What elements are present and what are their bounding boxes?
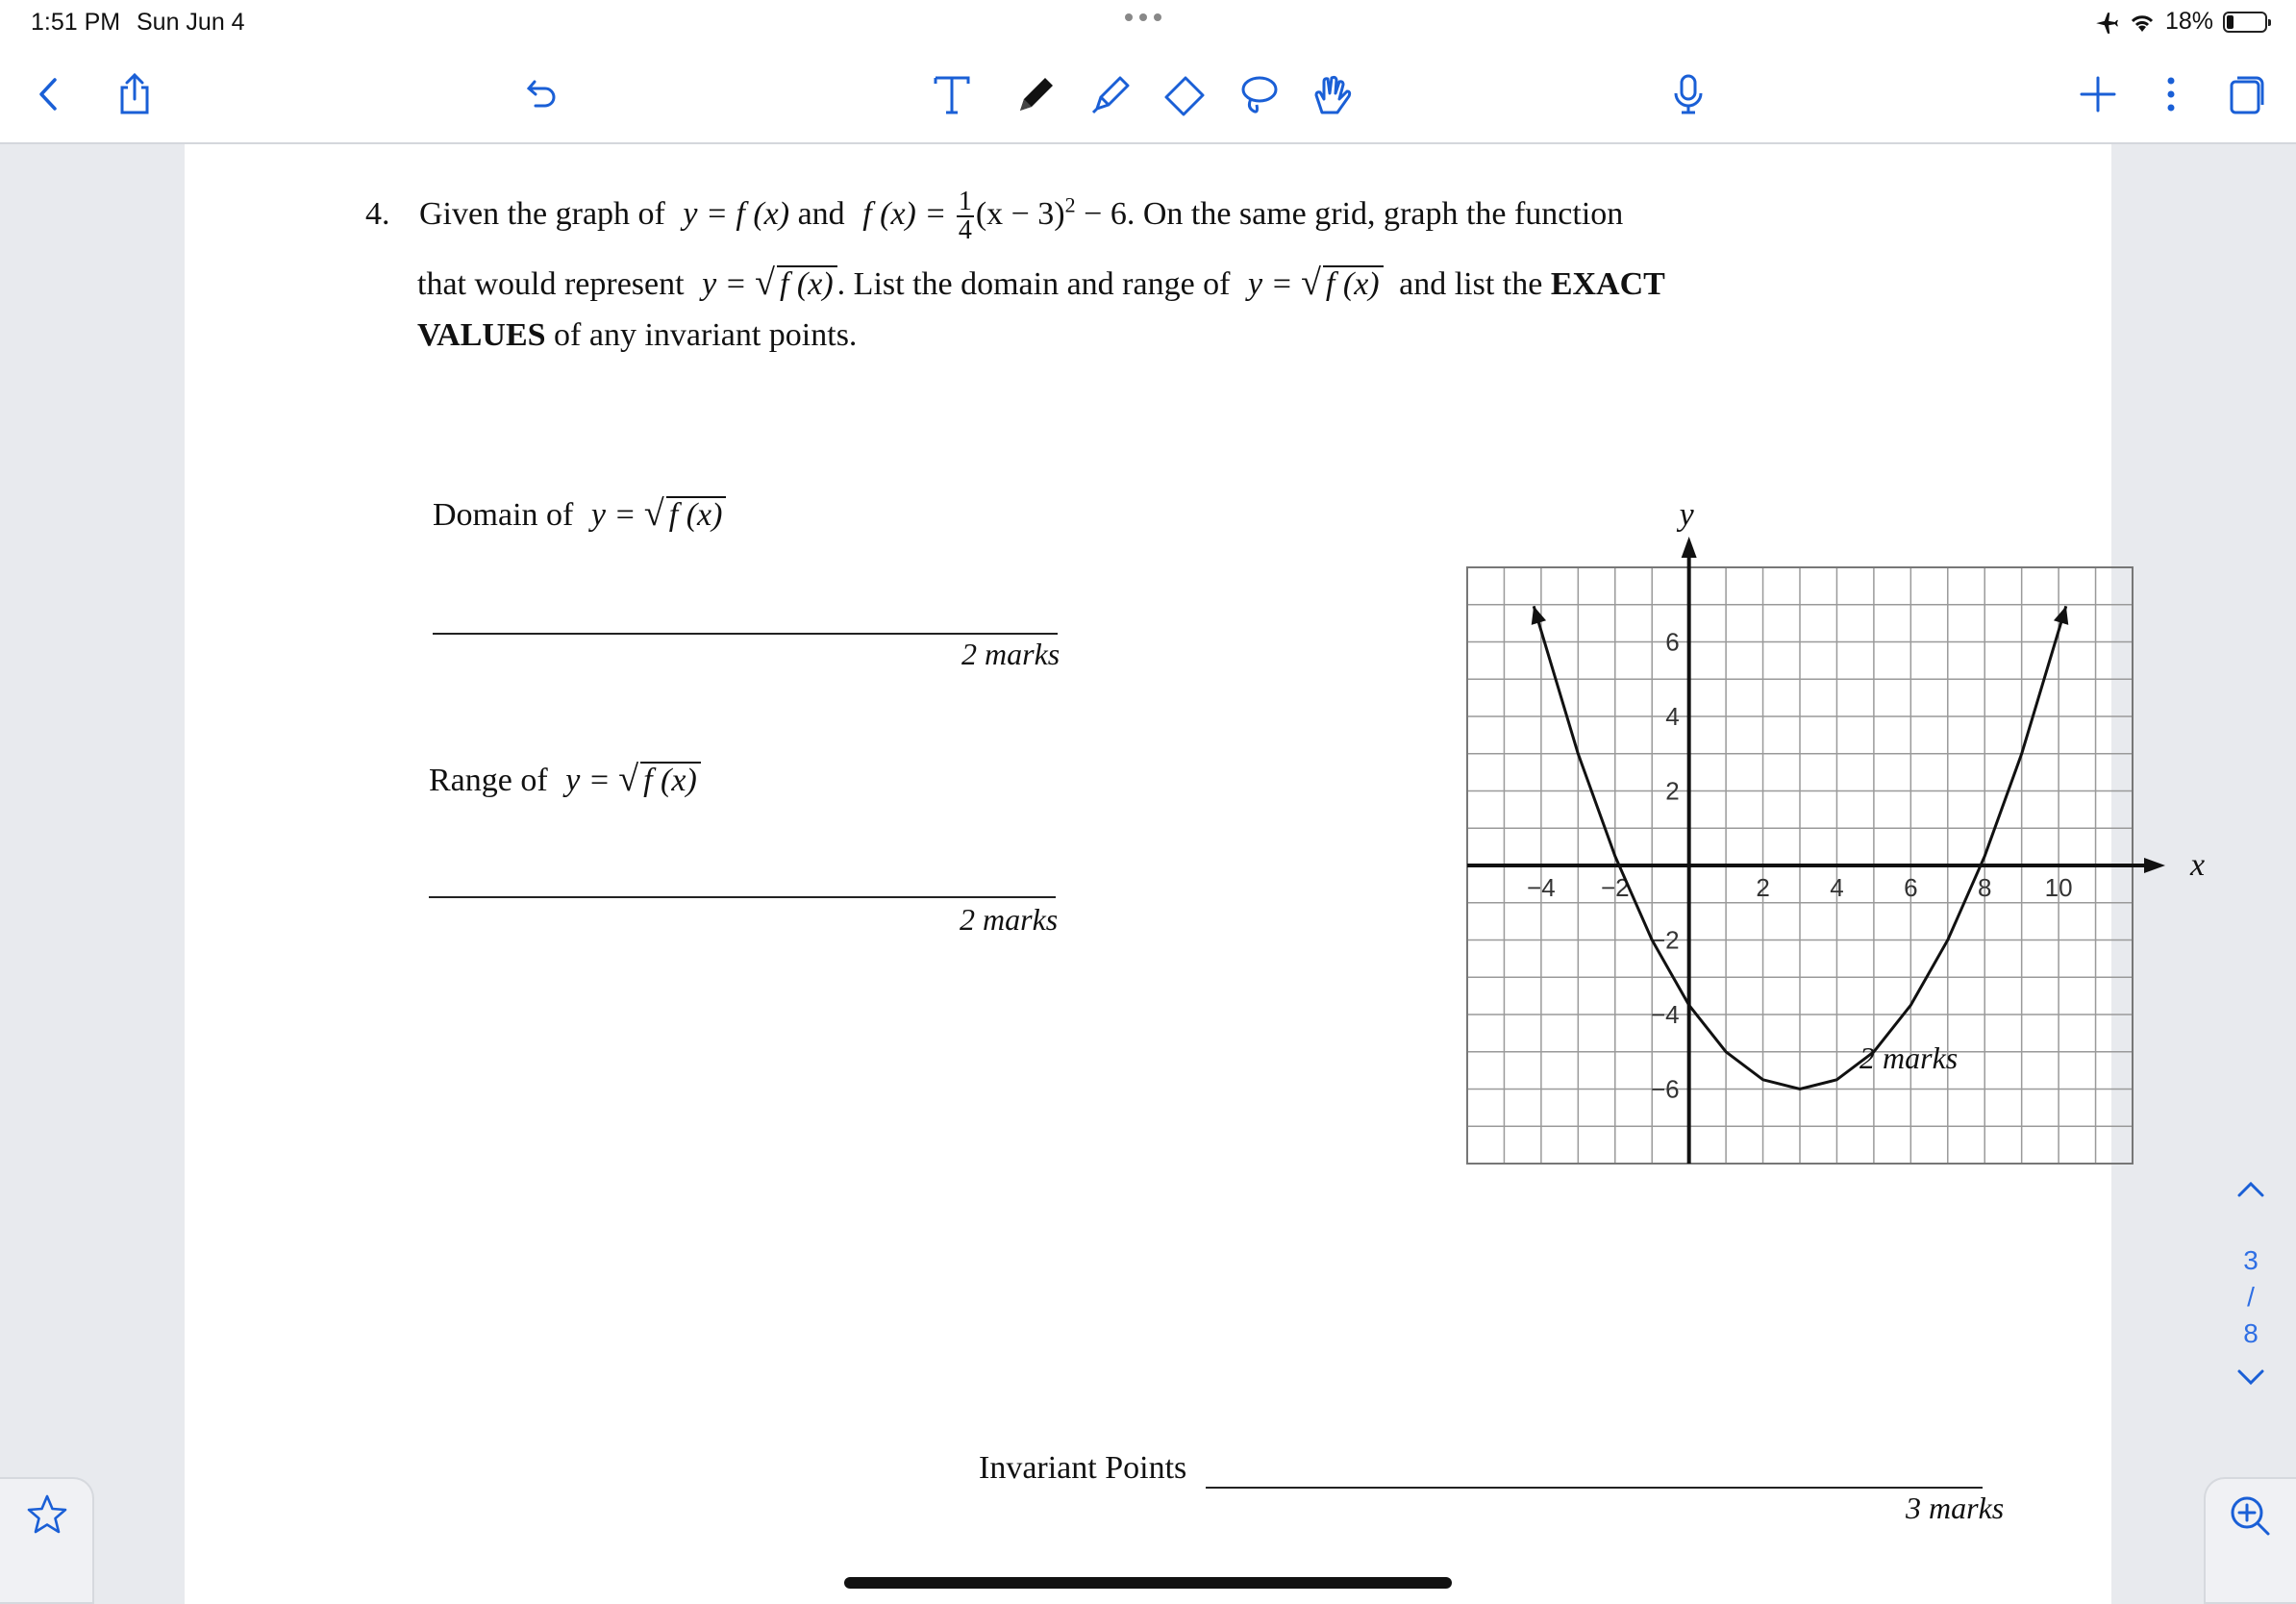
question-line-2: that would represent y = √ f (x) . List the domain and range of y = √ f (x) and list the EXACT — [417, 263, 1665, 303]
range-answer-line[interactable] — [429, 896, 1056, 898]
battery-icon — [2223, 12, 2267, 33]
y-tick-label: −6 — [1651, 1074, 1680, 1104]
y-tick-label: −4 — [1651, 1000, 1680, 1029]
total-pages: 8 — [2243, 1318, 2259, 1348]
left-margin — [0, 144, 183, 1604]
page-separator: / — [2247, 1282, 2255, 1312]
y-axis-arrow — [1682, 537, 1697, 558]
pages-icon[interactable] — [2217, 67, 2271, 121]
curve-arrow-right — [2054, 606, 2068, 625]
y-axis-label: y — [1679, 497, 1694, 533]
x-tick-label: 10 — [2044, 873, 2073, 902]
question-line-3: VALUES of any invariant points. — [417, 317, 858, 353]
chevron-down-icon[interactable] — [2235, 1366, 2266, 1389]
undo-icon[interactable] — [515, 67, 569, 121]
text-tool-icon[interactable] — [925, 67, 979, 121]
airplane-icon — [2094, 10, 2119, 35]
x-tick-label: 2 — [1756, 873, 1770, 902]
range-prompt: Range of y = √ f (x) — [429, 758, 701, 800]
share-icon[interactable] — [108, 67, 162, 121]
document-page[interactable] — [185, 144, 2206, 1604]
function-graph — [1269, 356, 2231, 1183]
x-tick-label: 6 — [1904, 873, 1918, 902]
x-tick-label: −4 — [1527, 873, 1556, 902]
highlighter-icon[interactable] — [1085, 67, 1138, 121]
y-tick-label: 6 — [1665, 627, 1680, 657]
x-tick-label: 4 — [1830, 873, 1844, 902]
range-marks: 2 marks — [960, 902, 1059, 937]
status-date: Sun Jun 4 — [137, 9, 245, 36]
more-icon[interactable] — [2144, 67, 2198, 121]
question-line-1: 4. Given the graph of y = f (x) and f (x) = $\frac{1}{4}$ $(x - 3)^2 - 6$. On the same grid, graph the function — [365, 187, 1624, 245]
x-tick-label: 8 — [1977, 873, 1992, 902]
lasso-icon[interactable] — [1231, 67, 1285, 121]
y-tick-label: 4 — [1665, 702, 1680, 731]
graph-marks: 2 marks — [1859, 1040, 1959, 1075]
invariant-marks: 3 marks — [1906, 1491, 2005, 1525]
current-page: 3 — [2243, 1245, 2259, 1275]
pen-icon[interactable] — [1010, 67, 1063, 121]
eraser-icon[interactable] — [1158, 67, 1211, 121]
back-icon[interactable] — [23, 67, 77, 121]
hand-tool-icon[interactable] — [1306, 67, 1360, 121]
x-axis-arrow — [2144, 858, 2165, 873]
favorite-button[interactable] — [0, 1477, 94, 1604]
toolbar — [0, 46, 2296, 144]
battery-percent: 18% — [2164, 8, 2213, 35]
invariant-answer-line[interactable] — [1206, 1487, 1983, 1489]
x-axis-label: x — [2190, 847, 2206, 883]
star-icon — [25, 1492, 69, 1537]
y-tick-label: 2 — [1665, 776, 1680, 806]
status-time: 1:51 PM — [31, 9, 121, 36]
x-tick-label: −2 — [1600, 873, 1630, 902]
status-indicators — [2094, 8, 2267, 36]
fraction: $\frac{1}{4}$ — [958, 187, 972, 245]
add-icon[interactable] — [2071, 67, 2125, 121]
multitasking-dots-icon[interactable] — [1125, 13, 1161, 21]
zoom-in-icon — [2227, 1492, 2273, 1539]
question-number: 4. — [365, 195, 390, 232]
domain-prompt: Domain of y = √ f (x) — [433, 492, 726, 535]
invariant-points-label: Invariant Points — [979, 1450, 1187, 1486]
home-indicator[interactable] — [844, 1577, 1452, 1589]
status-bar — [0, 0, 2296, 46]
domain-answer-line[interactable] — [433, 633, 1058, 635]
microphone-icon[interactable] — [1661, 67, 1715, 121]
domain-marks: 2 marks — [961, 637, 1061, 671]
page-navigator — [2229, 1178, 2273, 1393]
curve-arrow-left — [1532, 606, 1546, 625]
zoom-button[interactable] — [2204, 1477, 2296, 1604]
y-tick-label: −2 — [1651, 925, 1680, 955]
wifi-icon — [2129, 11, 2156, 34]
chevron-up-icon[interactable] — [2235, 1178, 2266, 1201]
